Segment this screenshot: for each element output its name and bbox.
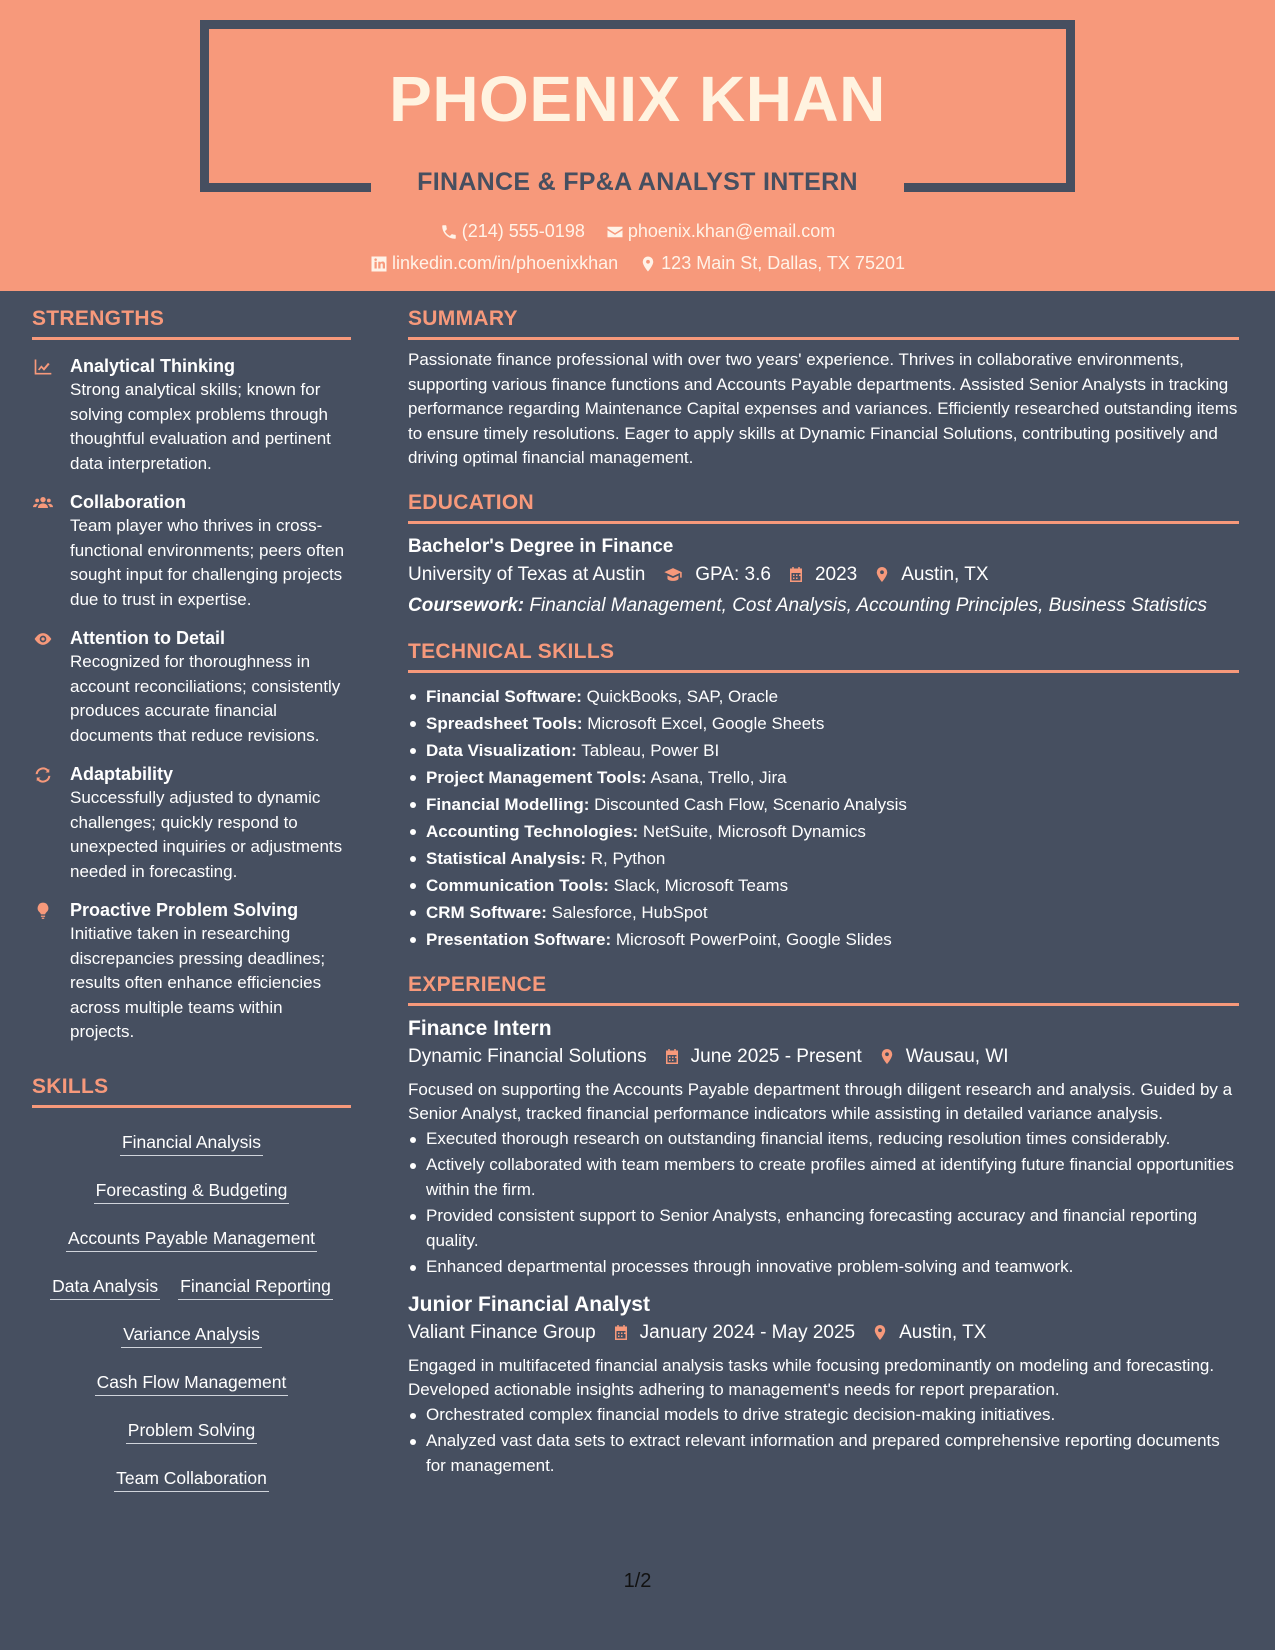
refresh-icon: [32, 765, 54, 785]
strength-desc: Successfully adjusted to dynamic challenges; quickly respond to unexpected inquiries or adjustments needed in forecasting.: [70, 788, 343, 881]
list-item: [408, 818, 1239, 845]
strength-desc: Initiative taken in researching discrepancies pressing deadlines; results often enhance efficiencies across multiple teams within projects.: [70, 924, 326, 1041]
linkedin-icon: [370, 255, 388, 273]
experience-heading: EXPERIENCE: [408, 973, 1239, 1006]
left-column: [32, 291, 351, 1506]
list-item: [408, 683, 1239, 710]
education-heading: EDUCATION: [408, 491, 1239, 524]
company: [408, 1042, 647, 1072]
tech-label: Statistical Analysis:: [426, 848, 586, 868]
strength-item: [32, 490, 351, 612]
strength-item: [32, 354, 351, 476]
school: [408, 560, 645, 590]
skills-list: [32, 1122, 351, 1506]
contact-line-2: [0, 253, 1275, 278]
list-item: [408, 737, 1239, 764]
list-item: [408, 872, 1239, 899]
list-item: Actively collaborated with team members to create profiles aimed at identifying future financial opportunities within the firm.: [408, 1153, 1239, 1202]
page-number: 1/2: [623, 1570, 652, 1592]
tech-label: CRM Software:: [426, 902, 547, 922]
degree-title: Bachelor's Degree in Finance: [408, 535, 674, 557]
strength-title: Proactive Problem Solving: [70, 900, 299, 920]
phone-icon: [440, 223, 458, 241]
job-meta: [408, 1318, 1239, 1348]
job-location: [878, 1042, 1009, 1072]
list-item: [408, 926, 1239, 953]
job-meta: [408, 1042, 1239, 1072]
coursework: [408, 594, 1239, 618]
list-item: [408, 764, 1239, 791]
candidate-role: FINANCE & FP&A ANALYST INTERN: [417, 168, 858, 196]
skills-heading: SKILLS: [32, 1075, 351, 1108]
company-name: Valiant Finance Group: [408, 1321, 596, 1343]
tech-label: Financial Modelling:: [426, 794, 590, 814]
chart-line-icon: [32, 357, 54, 377]
users-icon: [32, 493, 54, 513]
map-pin-icon: [878, 1047, 896, 1066]
gpa-text: GPA: 3.6: [695, 563, 771, 585]
strength-desc: Team player who thrives in cross-functional environments; peers often sought input for challenging projects due to trust in expertise.: [70, 516, 345, 609]
coursework-text: Financial Management, Cost Analysis, Accounting Principles, Business Statistics: [524, 594, 1208, 616]
dates-text: January 2024 - May 2025: [639, 1321, 856, 1343]
tech-value: Discounted Cash Flow, Scenario Analysis: [589, 794, 907, 814]
list-item: Orchestrated complex financial models to drive strategic decision-making initiatives.: [408, 1403, 1239, 1428]
skill-tag: Accounts Payable Management: [66, 1224, 317, 1252]
tech-value: R, Python: [586, 848, 666, 868]
list-item: Analyzed vast data sets to extract relevant information and prepared comprehensive reporting documents for management.: [408, 1429, 1239, 1478]
list-item: Enhanced departmental processes through innovative problem-solving and teamwork.: [408, 1255, 1239, 1280]
skill-tag: Financial Analysis: [120, 1128, 263, 1156]
list-item: [408, 899, 1239, 926]
skill-tag: Cash Flow Management: [95, 1368, 289, 1396]
resume-header: [0, 0, 1275, 291]
company: [408, 1318, 596, 1348]
graduation-cap-icon: [661, 565, 685, 584]
coursework-label: Coursework:: [408, 594, 525, 616]
tech-label: Project Management Tools:: [426, 767, 647, 787]
list-item: [408, 791, 1239, 818]
lightbulb-icon: [32, 901, 54, 921]
location-text: Wausau, WI: [905, 1045, 1009, 1067]
strength-title: Attention to Detail: [70, 628, 225, 648]
list-item: [408, 845, 1239, 872]
contact-line-1: [0, 221, 1275, 246]
tech-label: Communication Tools:: [426, 875, 609, 895]
tech-value: NetSuite, Microsoft Dynamics: [638, 821, 866, 841]
linkedin-text: linkedin.com/in/phoenixkhan: [392, 253, 619, 273]
map-pin-icon: [873, 565, 891, 584]
strengths-heading: STRENGTHS: [32, 307, 351, 340]
strength-item: [32, 762, 351, 884]
technical-skills-list: [408, 683, 1239, 953]
tech-label: Accounting Technologies:: [426, 821, 639, 841]
strength-desc: Recognized for thoroughness in account reconciliations; consistently produces accurate financial documents that reduce revisions.: [70, 652, 341, 745]
tech-value: Microsoft PowerPoint, Google Slides: [611, 929, 892, 949]
skill-tag: Financial Reporting: [178, 1272, 333, 1300]
envelope-icon: [606, 223, 624, 241]
tech-label: Data Visualization:: [426, 740, 577, 760]
calendar-icon: [663, 1047, 681, 1066]
job-location: [871, 1318, 986, 1348]
tech-label: Financial Software:: [426, 686, 582, 706]
job-description: Focused on supporting the Accounts Payable department through diligent research and analysis. Guided by a Senior Analyst, tracked financial performance indicators while assisting in detailed variance analysis.: [408, 1079, 1233, 1123]
education-meta: [408, 560, 1239, 590]
dates-text: June 2025 - Present: [690, 1045, 862, 1067]
contact-linkedin[interactable]: [370, 253, 618, 274]
candidate-name: PHOENIX KHAN: [389, 63, 886, 135]
calendar-icon: [787, 565, 805, 584]
phone-text: (214) 555-0198: [461, 221, 585, 241]
list-item: [408, 710, 1239, 737]
company-name: Dynamic Financial Solutions: [408, 1045, 647, 1067]
strength-item: [32, 898, 351, 1045]
strength-title: Analytical Thinking: [70, 356, 236, 376]
list-item: Provided consistent support to Senior Analysts, enhancing forecasting accuracy and financial reporting quality.: [408, 1204, 1239, 1253]
tech-label: Presentation Software:: [426, 929, 612, 949]
job-dates: [612, 1318, 855, 1348]
contact-address: [639, 253, 905, 274]
contact-email[interactable]: [606, 221, 835, 242]
tech-label: Spreadsheet Tools:: [426, 713, 583, 733]
tech-value: Salesforce, HubSpot: [546, 902, 708, 922]
tech-value: QuickBooks, SAP, Oracle: [581, 686, 779, 706]
map-pin-icon: [639, 255, 657, 273]
skill-tag: Team Collaboration: [114, 1464, 269, 1492]
map-pin-icon: [871, 1323, 889, 1342]
technical-skills-heading: TECHNICAL SKILLS: [408, 640, 1239, 673]
job-title: Finance Intern: [408, 1016, 552, 1040]
tech-value: Asana, Trello, Jira: [646, 767, 787, 787]
summary-text: Passionate finance professional with over two years' experience. Thrives in collaborative environments, supporting various finance functions and Accounts Payable departments. Assisted Senior Analysts in tracking performance regarding Maintenance Capital expenses and variances. Efficiently researched outstanding items to ensure timely resolutions. Eager to apply skills at Dynamic Financial Solutions, contributing positively and driving optimal financial management.: [408, 350, 1238, 467]
job-bullets: [408, 1403, 1239, 1479]
job-bullets: [408, 1127, 1239, 1280]
list-item: Executed thorough research on outstanding financial items, reducing resolution times considerably.: [408, 1127, 1239, 1152]
school-name: University of Texas at Austin: [408, 563, 646, 585]
strength-item: [32, 626, 351, 748]
job-dates: [663, 1042, 862, 1072]
tech-value: Slack, Microsoft Teams: [608, 875, 789, 895]
graduation-year: [787, 560, 857, 590]
strength-desc: Strong analytical skills; known for solving complex problems through thoughtful evaluation and pertinent data interpretation.: [70, 380, 331, 473]
skill-tag: Data Analysis: [50, 1272, 160, 1300]
tech-value: Microsoft Excel, Google Sheets: [582, 713, 825, 733]
address-text: 123 Main St, Dallas, TX 75201: [661, 253, 905, 273]
skill-tag: Forecasting & Budgeting: [94, 1176, 290, 1204]
tech-value: Tableau, Power BI: [576, 740, 720, 760]
right-column: [408, 291, 1239, 1490]
eye-icon: [32, 629, 54, 649]
contact-phone[interactable]: [440, 221, 585, 242]
gpa: [661, 560, 771, 590]
location-text: Austin, TX: [901, 563, 989, 585]
email-text: phoenix.khan@email.com: [627, 221, 836, 241]
strength-title: Collaboration: [70, 492, 186, 512]
calendar-icon: [612, 1323, 630, 1342]
skill-tag: Problem Solving: [126, 1416, 257, 1444]
skill-tag: Variance Analysis: [121, 1320, 262, 1348]
year-text: 2023: [814, 563, 858, 585]
job-entry: [408, 1016, 1239, 1280]
job-title: Junior Financial Analyst: [408, 1292, 650, 1316]
job-entry: [408, 1292, 1239, 1479]
location-text: Austin, TX: [899, 1321, 987, 1343]
summary-heading: SUMMARY: [408, 307, 1239, 340]
job-description: Engaged in multifaceted financial analysis tasks while focusing predominantly on modeling and forecasting. Developed actionable insights adhering to management's needs for report preparation.: [408, 1355, 1215, 1399]
education-location: [873, 560, 988, 590]
strength-title: Adaptability: [70, 764, 174, 784]
